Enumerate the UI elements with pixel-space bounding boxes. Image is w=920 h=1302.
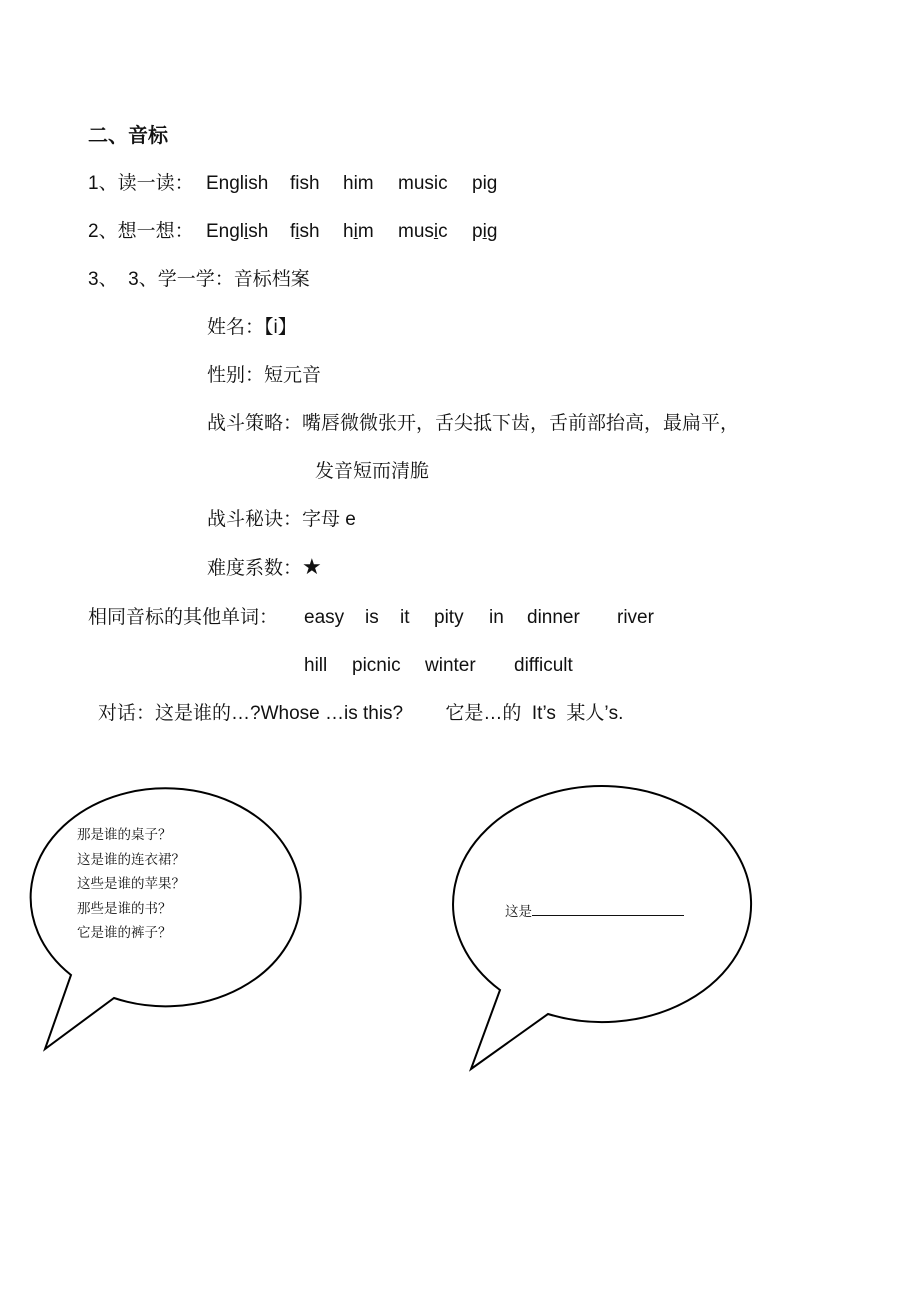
- read-label: 1、读一读：: [88, 173, 194, 194]
- dialogue-line: 对话：这是谁的…?Whose …is this? 它是…的 It’s 某人’s.: [98, 703, 624, 724]
- read-word: music: [398, 173, 448, 194]
- section-title: 二、音标: [88, 125, 168, 147]
- think-word: pig: [472, 221, 498, 242]
- think-word: music: [398, 221, 448, 242]
- think-label: 2、想一想：: [88, 221, 194, 242]
- underlined-letter: i: [244, 221, 249, 242]
- read-word: fish: [290, 173, 320, 194]
- underlined-letter: i: [433, 221, 439, 242]
- read-word: English: [206, 173, 269, 194]
- word: winter: [425, 655, 476, 676]
- underlined-letter: i: [353, 221, 358, 242]
- profile-secret: 战斗秘诀：字母 e: [207, 509, 356, 530]
- bubble-question: 那是谁的桌子？: [77, 827, 172, 843]
- word: pity: [434, 607, 464, 628]
- profile-name: 姓名：【i】: [207, 317, 297, 338]
- underlined-letter: i: [295, 221, 300, 242]
- think-word: him: [343, 221, 374, 242]
- word: easy: [304, 607, 345, 628]
- word: river: [617, 607, 654, 628]
- word: it: [400, 607, 410, 628]
- think-word: fish: [290, 221, 320, 242]
- word: dinner: [527, 607, 580, 628]
- read-word: pig: [472, 173, 498, 194]
- bubble-question: 这些是谁的苹果？: [77, 876, 185, 892]
- read-word: him: [343, 173, 374, 194]
- think-word: English: [206, 221, 269, 242]
- bubble-question: 它是谁的裤子？: [77, 925, 172, 941]
- answer-blank[interactable]: [532, 901, 684, 916]
- word: picnic: [352, 655, 401, 676]
- bubble-right-text: [505, 900, 684, 925]
- same-sound-label: 相同音标的其他单词：: [88, 607, 279, 628]
- star-icon: ★: [302, 555, 322, 580]
- profile-strategy-cont: 发音短而清脆: [315, 461, 430, 482]
- speech-bubble-right-shape: [453, 786, 751, 1069]
- word: difficult: [514, 655, 573, 676]
- profile-strategy: 战斗策略：嘴唇微微张开，舌尖抵下齿，舌前部抬高，最扁平，: [207, 413, 740, 434]
- difficulty-label: 难度系数：: [207, 558, 303, 579]
- profile-gender: 性别：短元音: [207, 365, 322, 386]
- bubble-left-text: [77, 823, 185, 946]
- learn-line: 3、 3、学一学：音标档案: [88, 269, 310, 290]
- word: hill: [304, 655, 328, 676]
- underlined-letter: i: [482, 221, 487, 242]
- word: is: [365, 607, 379, 628]
- bubble-question: 这是谁的连衣裙？: [77, 851, 185, 868]
- bubble-prompt: 这是: [505, 904, 532, 920]
- word: in: [489, 607, 504, 628]
- bubble-question: 那些是谁的书？: [77, 900, 172, 917]
